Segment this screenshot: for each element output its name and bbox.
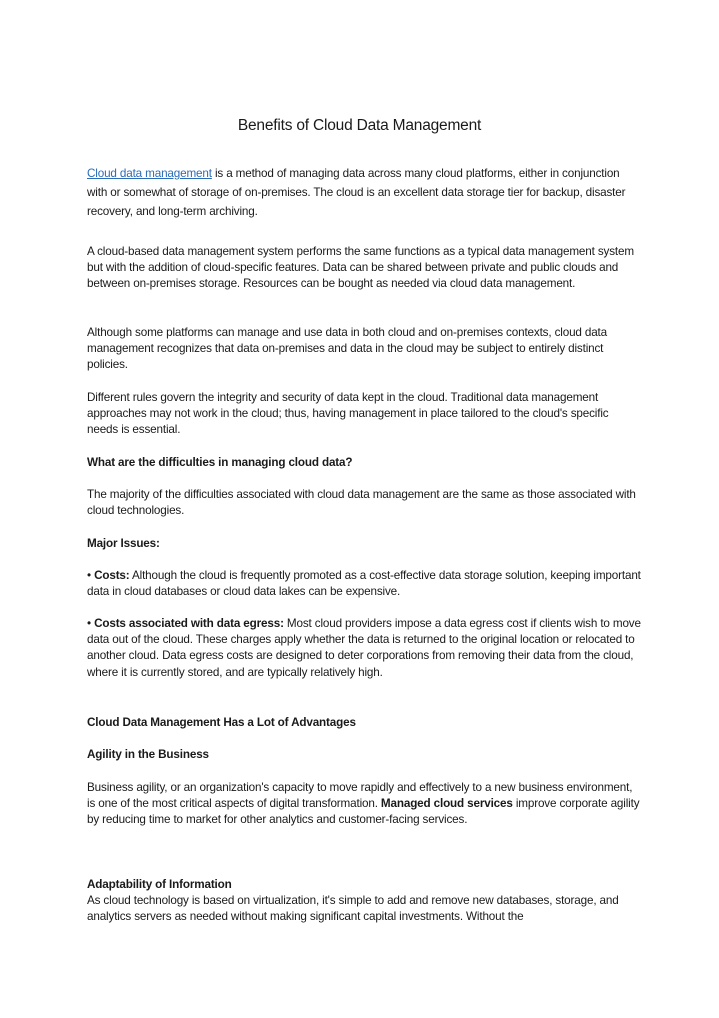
paragraph-cloud-based-system: A cloud-based data management system performs the same functions as a typical data management system but with the addition of cloud-specific features. Data can be shared between private and public clouds and between on-premises storage. Resources can be bought as needed via cloud data management. bbox=[87, 245, 634, 291]
cloud-data-management-link[interactable]: Cloud data management bbox=[87, 167, 212, 180]
bullet-egress bbox=[87, 616, 642, 681]
heading-agility: Agility in the Business bbox=[87, 748, 209, 761]
intro-text: is a method of managing data across many cloud platforms, either in conjunction with or somewhat of storage of on-premises. The cloud is an excellent data storage tier for backup, disaster recovery, and long-term archiving. bbox=[87, 167, 626, 219]
managed-cloud-services-bold: Managed cloud services bbox=[380, 797, 513, 811]
heading-adaptability: Adaptability of Information bbox=[87, 878, 232, 891]
paragraph-agility bbox=[87, 780, 642, 829]
paragraph-difficulties: The majority of the difficulties associated with cloud data management are the same as those associated with cloud technologies. bbox=[87, 488, 636, 518]
paragraph-adaptability: As cloud technology is based on virtualization, it's simple to add and remove new databases, storage, and analytics servers as needed without making significant capital investments. Without the bbox=[87, 894, 619, 924]
agility-text-1: Business agility, or an organization's capacity to move rapidly and effectively to a new business environment, is one of the most critical aspects of digital transformation. bbox=[87, 781, 633, 811]
paragraph-platforms: Although some platforms can manage and use data in both cloud and on-premises contexts, cloud data management recognizes that data on-premises and data in the cloud may be subject to entirely distinct policies. bbox=[87, 326, 608, 372]
intro-paragraph bbox=[87, 164, 642, 222]
bullet-icon: • bbox=[87, 569, 91, 582]
heading-difficulties: What are the difficulties in managing cloud data? bbox=[87, 456, 353, 469]
heading-advantages: Cloud Data Management Has a Lot of Advantages bbox=[87, 716, 356, 729]
agility-text-2: improve corporate agility by reducing time to market for other analytics and customer-facing services. bbox=[87, 797, 640, 827]
paragraph-rules: Different rules govern the integrity and security of data kept in the cloud. Traditional data management approaches may not work in the cloud; thus, having management in place tailored to the cloud's specific needs is essential. bbox=[87, 391, 609, 437]
bullet-label: Costs associated with data egress: bbox=[94, 617, 284, 630]
heading-major-issues: Major Issues: bbox=[87, 537, 160, 550]
bullet-label: Costs: bbox=[94, 569, 130, 582]
page-title: Benefits of Cloud Data Management bbox=[237, 117, 482, 134]
bullet-text: Most cloud providers impose a data egress cost if clients wish to move data out of the cloud. These charges apply whether the data is returned to the original location or relocated to another cloud. Data egress costs are designed to deter corporations from removing their data from the cloud, where it is currently stored, and are typically relatively high. bbox=[87, 617, 641, 679]
bullet-costs bbox=[87, 568, 642, 600]
bullet-text: Although the cloud is frequently promoted as a cost-effective data storage solution, keeping important data in cloud databases or cloud data lakes can be expensive. bbox=[87, 569, 641, 599]
bullet-icon: • bbox=[87, 617, 91, 630]
